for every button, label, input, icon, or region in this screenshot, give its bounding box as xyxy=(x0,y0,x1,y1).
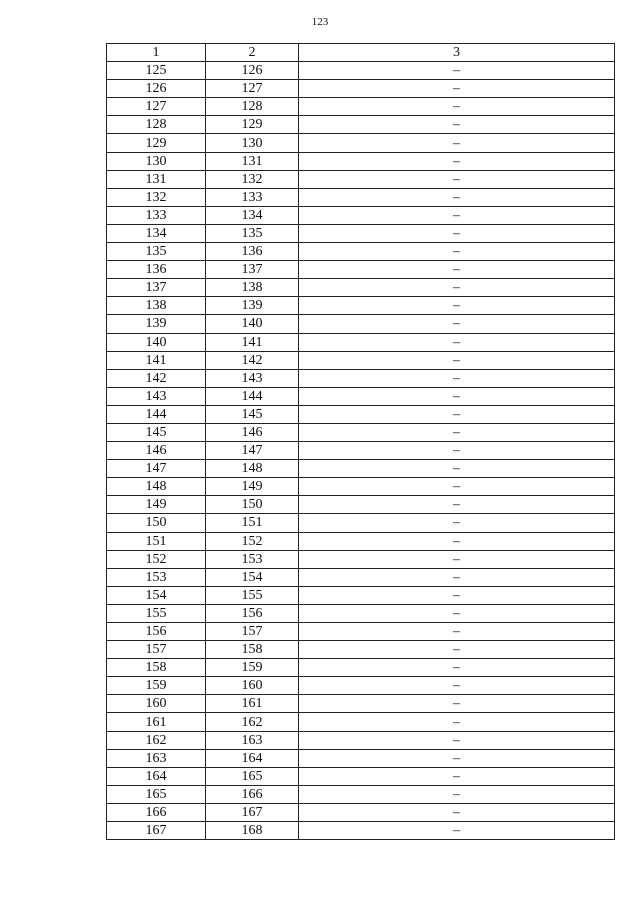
table-cell-col-3: – xyxy=(299,478,615,496)
table-cell-col-1: 127 xyxy=(107,98,206,116)
table-row xyxy=(107,514,615,532)
table-cell-col-3: – xyxy=(299,695,615,713)
table-cell-col-3: – xyxy=(299,767,615,785)
table-cell-col-3: – xyxy=(299,514,615,532)
table-cell-col-2: 158 xyxy=(206,641,299,659)
page-number: 123 xyxy=(311,16,329,28)
data-table xyxy=(106,43,615,840)
table-cell-col-1: 140 xyxy=(107,333,206,351)
table-cell-col-1: 139 xyxy=(107,315,206,333)
table-cell-col-2: 128 xyxy=(206,98,299,116)
table-cell-col-1: 136 xyxy=(107,261,206,279)
table-cell-col-3: – xyxy=(299,224,615,242)
table-row xyxy=(107,496,615,514)
table-cell-col-1: 151 xyxy=(107,532,206,550)
table-cell-col-1: 126 xyxy=(107,80,206,98)
table-cell-col-1: 149 xyxy=(107,496,206,514)
table-row xyxy=(107,460,615,478)
table-cell-col-3: – xyxy=(299,731,615,749)
table-row xyxy=(107,586,615,604)
table-cell-col-3: – xyxy=(299,387,615,405)
table-cell-col-1: 135 xyxy=(107,243,206,261)
table-cell-col-3: – xyxy=(299,261,615,279)
table-row xyxy=(107,677,615,695)
table-cell-col-2: 154 xyxy=(206,568,299,586)
table-cell-col-1: 148 xyxy=(107,478,206,496)
table-cell-col-1: 145 xyxy=(107,423,206,441)
column-header-2: 2 xyxy=(206,44,299,62)
table-row xyxy=(107,387,615,405)
table-row xyxy=(107,98,615,116)
table-cell-col-2: 139 xyxy=(206,297,299,315)
table-cell-col-2: 164 xyxy=(206,749,299,767)
table-cell-col-1: 160 xyxy=(107,695,206,713)
table-row xyxy=(107,188,615,206)
table-cell-col-2: 145 xyxy=(206,405,299,423)
table-row xyxy=(107,550,615,568)
table-row xyxy=(107,423,615,441)
table-cell-col-1: 159 xyxy=(107,677,206,695)
table-cell-col-2: 142 xyxy=(206,351,299,369)
table-cell-col-2: 165 xyxy=(206,767,299,785)
table-cell-col-1: 146 xyxy=(107,442,206,460)
table-cell-col-1: 165 xyxy=(107,785,206,803)
table-cell-col-2: 150 xyxy=(206,496,299,514)
table-row xyxy=(107,803,615,821)
table-row xyxy=(107,279,615,297)
table-cell-col-1: 143 xyxy=(107,387,206,405)
table-row xyxy=(107,604,615,622)
table-cell-col-2: 162 xyxy=(206,713,299,731)
table-cell-col-2: 135 xyxy=(206,224,299,242)
table-cell-col-1: 129 xyxy=(107,134,206,152)
table-cell-col-2: 126 xyxy=(206,62,299,80)
table-cell-col-3: – xyxy=(299,749,615,767)
table-cell-col-3: – xyxy=(299,351,615,369)
table-row xyxy=(107,568,615,586)
table-cell-col-1: 132 xyxy=(107,188,206,206)
table-cell-col-3: – xyxy=(299,550,615,568)
table-cell-col-3: – xyxy=(299,116,615,134)
table-cell-col-2: 149 xyxy=(206,478,299,496)
table-cell-col-1: 157 xyxy=(107,641,206,659)
table-cell-col-1: 155 xyxy=(107,604,206,622)
table-cell-col-3: – xyxy=(299,803,615,821)
table-cell-col-2: 138 xyxy=(206,279,299,297)
table-cell-col-2: 137 xyxy=(206,261,299,279)
table-row xyxy=(107,297,615,315)
table-cell-col-3: – xyxy=(299,333,615,351)
table-cell-col-3: – xyxy=(299,279,615,297)
table-cell-col-2: 133 xyxy=(206,188,299,206)
table-cell-col-3: – xyxy=(299,460,615,478)
table-cell-col-1: 153 xyxy=(107,568,206,586)
table-cell-col-3: – xyxy=(299,369,615,387)
table-cell-col-2: 134 xyxy=(206,206,299,224)
table-cell-col-2: 129 xyxy=(206,116,299,134)
table-cell-col-3: – xyxy=(299,641,615,659)
table-cell-col-3: – xyxy=(299,568,615,586)
table-cell-col-3: – xyxy=(299,134,615,152)
table-cell-col-2: 156 xyxy=(206,604,299,622)
table-row xyxy=(107,713,615,731)
table-header-row xyxy=(107,44,615,62)
table-cell-col-2: 166 xyxy=(206,785,299,803)
table-cell-col-1: 141 xyxy=(107,351,206,369)
table-cell-col-1: 138 xyxy=(107,297,206,315)
table-cell-col-2: 131 xyxy=(206,152,299,170)
table-cell-col-2: 167 xyxy=(206,803,299,821)
table-cell-col-1: 142 xyxy=(107,369,206,387)
table-cell-col-3: – xyxy=(299,170,615,188)
table-cell-col-1: 161 xyxy=(107,713,206,731)
table-cell-col-3: – xyxy=(299,713,615,731)
table-cell-col-1: 163 xyxy=(107,749,206,767)
table-cell-col-2: 130 xyxy=(206,134,299,152)
table-row xyxy=(107,767,615,785)
table-cell-col-2: 160 xyxy=(206,677,299,695)
table-cell-col-3: – xyxy=(299,623,615,641)
table-cell-col-3: – xyxy=(299,243,615,261)
table-cell-col-3: – xyxy=(299,188,615,206)
table-cell-col-1: 167 xyxy=(107,822,206,840)
table-cell-col-3: – xyxy=(299,98,615,116)
table-row xyxy=(107,442,615,460)
table-cell-col-1: 133 xyxy=(107,206,206,224)
table-cell-col-2: 147 xyxy=(206,442,299,460)
table-cell-col-1: 128 xyxy=(107,116,206,134)
table-cell-col-1: 131 xyxy=(107,170,206,188)
table-row xyxy=(107,659,615,677)
table-row xyxy=(107,623,615,641)
table-row xyxy=(107,261,615,279)
table-cell-col-3: – xyxy=(299,62,615,80)
table-cell-col-1: 134 xyxy=(107,224,206,242)
table-cell-col-3: – xyxy=(299,152,615,170)
table-cell-col-1: 150 xyxy=(107,514,206,532)
table-cell-col-3: – xyxy=(299,315,615,333)
table-cell-col-2: 161 xyxy=(206,695,299,713)
table-row xyxy=(107,62,615,80)
table-row xyxy=(107,170,615,188)
table-row xyxy=(107,749,615,767)
table-cell-col-2: 141 xyxy=(206,333,299,351)
table-cell-col-3: – xyxy=(299,297,615,315)
table-row xyxy=(107,206,615,224)
table-cell-col-2: 140 xyxy=(206,315,299,333)
table-cell-col-2: 159 xyxy=(206,659,299,677)
table-body xyxy=(107,62,615,840)
table-cell-col-2: 152 xyxy=(206,532,299,550)
table-cell-col-2: 157 xyxy=(206,623,299,641)
table-cell-col-1: 152 xyxy=(107,550,206,568)
table-cell-col-2: 168 xyxy=(206,822,299,840)
table-row xyxy=(107,641,615,659)
table-row xyxy=(107,785,615,803)
table-cell-col-1: 158 xyxy=(107,659,206,677)
table-row xyxy=(107,333,615,351)
table-cell-col-2: 151 xyxy=(206,514,299,532)
table-row xyxy=(107,224,615,242)
table-cell-col-3: – xyxy=(299,822,615,840)
table-cell-col-1: 147 xyxy=(107,460,206,478)
table-row xyxy=(107,80,615,98)
table-cell-col-2: 132 xyxy=(206,170,299,188)
table-cell-col-3: – xyxy=(299,659,615,677)
table-row xyxy=(107,532,615,550)
table-cell-col-2: 143 xyxy=(206,369,299,387)
table-cell-col-2: 136 xyxy=(206,243,299,261)
table-cell-col-3: – xyxy=(299,206,615,224)
table-cell-col-3: – xyxy=(299,496,615,514)
table-row xyxy=(107,405,615,423)
table-cell-col-1: 137 xyxy=(107,279,206,297)
table-cell-col-1: 164 xyxy=(107,767,206,785)
table-cell-col-1: 130 xyxy=(107,152,206,170)
table-cell-col-2: 153 xyxy=(206,550,299,568)
table-row xyxy=(107,695,615,713)
table-row xyxy=(107,822,615,840)
table-row xyxy=(107,478,615,496)
table-row xyxy=(107,369,615,387)
table-row xyxy=(107,315,615,333)
table-cell-col-2: 144 xyxy=(206,387,299,405)
table-cell-col-3: – xyxy=(299,586,615,604)
table-cell-col-1: 154 xyxy=(107,586,206,604)
table-cell-col-3: – xyxy=(299,423,615,441)
table-row xyxy=(107,351,615,369)
table-cell-col-1: 166 xyxy=(107,803,206,821)
table-cell-col-3: – xyxy=(299,532,615,550)
table-row xyxy=(107,243,615,261)
table-cell-col-2: 146 xyxy=(206,423,299,441)
table-cell-col-3: – xyxy=(299,405,615,423)
table-cell-col-3: – xyxy=(299,442,615,460)
table-cell-col-1: 156 xyxy=(107,623,206,641)
table-cell-col-1: 125 xyxy=(107,62,206,80)
column-header-1: 1 xyxy=(107,44,206,62)
column-header-3: 3 xyxy=(299,44,615,62)
table-row xyxy=(107,134,615,152)
table-cell-col-1: 162 xyxy=(107,731,206,749)
table-cell-col-1: 144 xyxy=(107,405,206,423)
table-cell-col-2: 163 xyxy=(206,731,299,749)
table-cell-col-2: 127 xyxy=(206,80,299,98)
table-row xyxy=(107,152,615,170)
table-cell-col-3: – xyxy=(299,604,615,622)
table-row xyxy=(107,731,615,749)
table-cell-col-2: 155 xyxy=(206,586,299,604)
table-cell-col-3: – xyxy=(299,677,615,695)
table-row xyxy=(107,116,615,134)
table-cell-col-2: 148 xyxy=(206,460,299,478)
table-cell-col-3: – xyxy=(299,80,615,98)
table-cell-col-3: – xyxy=(299,785,615,803)
